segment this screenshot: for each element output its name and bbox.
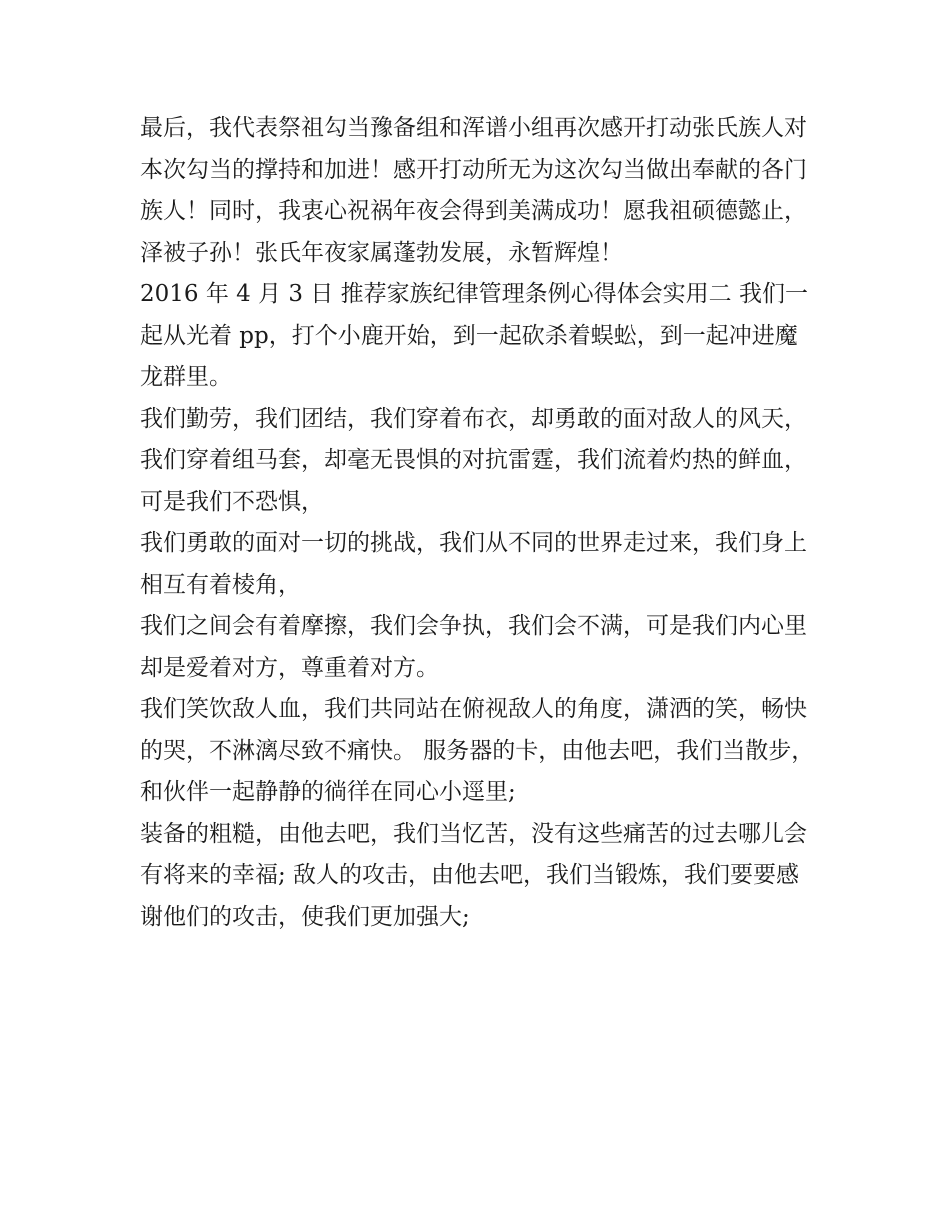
paragraph-date-and-intro: 2016 年 4 月 3 日 推荐家族纪律管理条例心得体会实用二 我们一起从光着 pp，打个小鹿开始，到一起砍杀着蜈蚣，到一起冲进魔龙群里。 <box>140 281 808 390</box>
paragraph-friction-respect: 我们之间会有着摩擦，我们会争执，我们会不满，可是我们内心里却是爱着对方，尊重着对方。 <box>140 613 807 681</box>
paragraph-facing-challenges: 我们勇敢的面对一切的挑战，我们从不同的世界走过来，我们身上相互有着棱角， <box>140 530 807 598</box>
paragraph-hardworking-united: 我们勤劳，我们团结，我们穿着布衣，却勇敢的面对敌人的风天， 我们穿着组马套，却毫无畏惧的对抗雷霆，我们流着灼热的鲜血，可是我们不恐惧， <box>140 405 815 515</box>
paragraph-laugh-and-cry: 我们笑饮敌人血，我们共同站在俯视敌人的角度，潇洒的笑，畅快的哭，不淋漓尽致不痛快。 服务器的卡，由他去吧，我们当散步，和伙伴一起静静的徜徉在同心小逕里; <box>140 696 815 805</box>
paragraph-closing-remarks: 最后，我代表祭祖勾当豫备组和浑谱小组再次感开打动张氏族人对本次勾当的撑持和加进！感开打动所无为这次勾当做出奉献的各门族人！同时，我衷心祝祸年夜会得到美满成功！愿我祖硕德懿止，泽被子孙！张氏年夜家属蓬勃发展，永暂辉煌！ <box>140 115 807 266</box>
paragraph-hardship-strength: 装备的粗糙，由他去吧，我们当忆苦，没有这些痛苦的过去哪儿会有将来的幸福; 敌人的攻击，由他去吧，我们当锻炼，我们要要感谢他们的攻击，使我们更加强大; <box>140 820 807 930</box>
document-body <box>140 108 820 938</box>
